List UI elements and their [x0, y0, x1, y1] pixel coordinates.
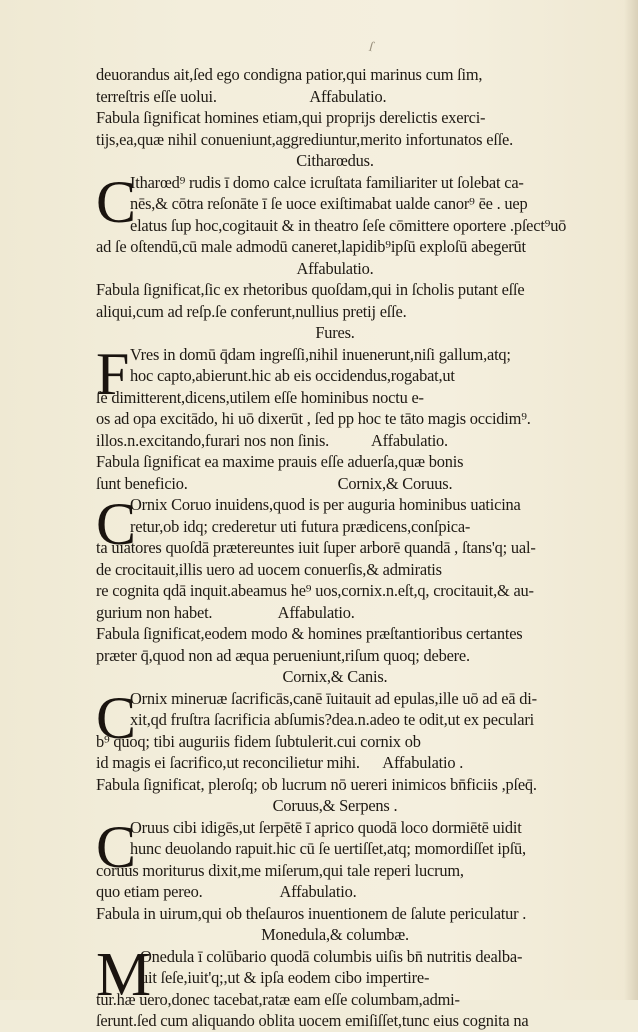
fable-title: Fures. [315, 323, 355, 342]
fable-title: Cornix,& Canis. [282, 667, 388, 686]
text-block [96, 64, 574, 1032]
text-line: de crocitauit,illis uero ad uocem conuerſis,& admiratis [96, 559, 442, 579]
fable-title: Citharœdus. [296, 151, 374, 170]
fable-title: Coruus,& Serpens . [272, 796, 398, 815]
text-line: Itharœd⁹ rudis ī domo calce icruſtata familiariter ut ſolebat ca- [130, 172, 524, 192]
fable-cornix-canis [96, 684, 574, 796]
text-line: Fabula ſignificat,eodem modo & homines præſtantioribus certantes [96, 624, 523, 643]
drop-capital: M [96, 940, 151, 1009]
fable-title: Monedula,& columbæ. [261, 925, 409, 944]
text-line: Fabula ſignificat, pleroſq; ob lucrum nō uereri inimicos bn̄ficiis ,pſeq̄. [96, 774, 537, 794]
text-line: nēs,& cōtra reſonāte ī ſe uoce exiſtimabat ualde canor⁹ ēe . uep [130, 194, 528, 213]
text-line: elatus ſup hoc,cogitauit & in theatro ſeſe cōmittere oportere .pſect⁹uō [130, 215, 567, 235]
text-line: deuorandus ait,ſed ego condigna patior,qui marinus cum ſim, [96, 65, 483, 84]
text-line: retur,ob idq; crederetur uti futura prædicens,conſpica- [130, 516, 471, 536]
text-line: ad ſe oſtendū,cū male admodū caneret,lapidib⁹ipſū exploſū abegerūt [96, 237, 526, 256]
text-line: hoc capto,abierunt.hic ab eis occidendus,rogabat,ut [130, 366, 455, 385]
text-line: Ornix mineruæ ſacrificās,canē īuitauit ad epulas,ille uō ad eā di- [130, 688, 537, 708]
fable-citharoedus [96, 168, 574, 323]
text-line: Fabula in uirum,qui ob theſauros inuentionem de ſalute periculatur . [96, 903, 527, 923]
fable-coruus-serpens [96, 813, 574, 925]
text-line: ta uiatores quoſdā prætereuntes iuit ſuper arborē quandā , ſtans'q; ual- [96, 538, 536, 557]
text-line: Fabula ſignificat,ſic ex rhetoribus quoſdam,qui in ſcholis putant eſſe [96, 280, 525, 299]
fable-monedula-columbae [96, 940, 574, 1032]
fable-cornix-coruus [96, 491, 574, 666]
fable-title: Cornix,& Coruus. [337, 473, 453, 493]
text-line: tijs,ea,quæ nihil conueniunt,aggrediuntur,merito infortunatos eſſe. [96, 129, 514, 149]
text-line: os ad opa excitādo, hi uō dixerūt , ſed pp hoc te tāto magis occidim⁹. [96, 409, 531, 428]
text-line: præter q̄,quod non ad æqua perueniunt,riſum quoq; debere. [96, 645, 470, 665]
text-line: Fabula ſignificat homines etiam,qui proprijs derelictis exerci- [96, 108, 486, 127]
affabulatio-heading: Affabulatio. [296, 258, 374, 278]
page-mark: ſ [367, 39, 375, 56]
text-line: aliqui,cum ad reſp.ſe conferunt,nullius pretij eſſe. [96, 301, 407, 321]
text-line: Fabula ſignificat ea maxime prauis eſſe aduerſa,quæ bonis [96, 452, 464, 471]
text-line: b⁹ quoq; tibi auguriis fidem ſubtulerit.cui cornix ob [96, 731, 421, 751]
text-line: Onedula ī colūbario quodā columbis uiſis bn̄ nutritis dealba- [140, 946, 523, 966]
text-line: Vres in domū q̄dam ingreſſi,nihil inuenerunt,niſi gallum,atq; [130, 344, 511, 364]
text-line: coruus moriturus dixit,me miſerum,qui tale reperi lucrum, [96, 860, 464, 880]
text-line: uit ſeſe,iuit'q;,ut & ipſa eodem cibo impertire- [140, 968, 430, 987]
text-line: ſerunt.ſed cum aliquando oblita uocem emiſiſſet,tunc eius cognita na [96, 1011, 529, 1030]
text-line: gurium non habet. Affabulatio. [96, 602, 355, 622]
text-line: ſe dimitterent,dicens,utilem eſſe hominibus noctu e- [96, 387, 424, 407]
drop-capital: C [96, 813, 136, 880]
text-line: Ornix Coruo inuidens,quod is per auguria hominibus uaticina [130, 495, 521, 514]
page-edge-shadow [624, 0, 638, 1000]
text-line: terreſtris eſſe uolui. Affabulatio. [96, 86, 387, 106]
text-line: xit,qd fruſtra ſacrificia abſumis?dea.n.adeo te odit,ut ex peculari [130, 710, 534, 729]
drop-capital: C [96, 491, 136, 557]
text-line: hunc deuolando rapuit.hic cū ſe uertiſſet,atq; momordiſſet ipſū, [130, 839, 526, 858]
text-line: id magis ei ſacrifico,ut reconcilietur mihi. Affabulatio . [96, 753, 464, 772]
text-line: ſunt beneficio. [96, 473, 188, 493]
text-line: Oruus cibi idigēs,ut ſerpētē ī aprico quodā loco dormiētē uidit [130, 817, 522, 837]
text-line: tur.hæ uero,donec tacebat,ratæ eam eſſe columbam,admi- [96, 989, 460, 1009]
text-line: re cognita qdā inquit.abeamus he⁹ uos,cornix.n.eſt,q, crocitauit,& au- [96, 581, 534, 600]
drop-capital: C [96, 168, 136, 235]
drop-capital: C [96, 684, 136, 751]
text-line: quo etiam pereo. Affabulatio. [96, 882, 357, 901]
drop-capital: F [96, 340, 130, 407]
fable-fures [96, 340, 574, 495]
text-line: illos.n.excitando,furari nos non ſinis. Affabulatio. [96, 430, 448, 450]
